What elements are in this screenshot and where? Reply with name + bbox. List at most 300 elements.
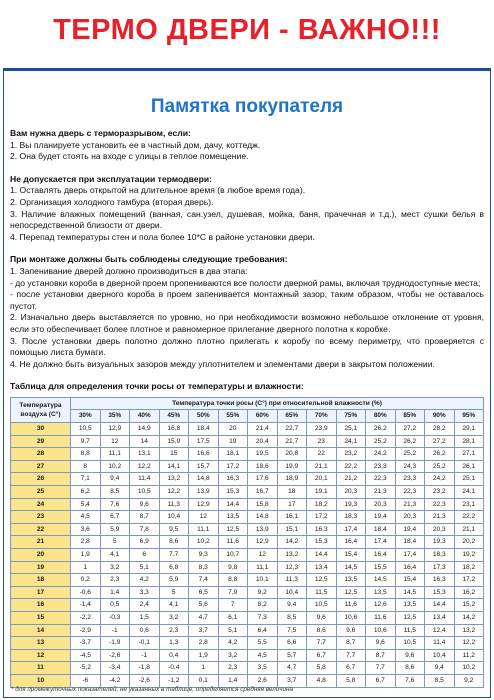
temperature-cell: 15 xyxy=(11,611,71,624)
dew-point-cell: 20 xyxy=(218,423,248,436)
dew-point-cell: 5,9 xyxy=(159,574,189,587)
dew-point-cell: 5,5 xyxy=(248,637,278,650)
top-banner xyxy=(0,0,494,68)
dew-point-cell: 4,1 xyxy=(159,599,189,612)
dew-point-cell: 13,9 xyxy=(189,486,219,499)
humidity-header-cell: 65% xyxy=(277,410,307,423)
humidity-header-cell: 30% xyxy=(71,410,101,423)
temperature-cell: 12 xyxy=(11,649,71,662)
dew-point-cell: 16,4 xyxy=(366,549,396,562)
dew-point-cell: -0,4 xyxy=(159,662,189,675)
table-title: Таблица для определения точки росы от температуры и влажности: xyxy=(10,381,304,392)
dew-point-cell: 9,4 xyxy=(100,473,130,486)
temperature-cell: 11 xyxy=(11,662,71,675)
section-line: 3. Наличие влажных помещений (ванная, сан.узел, душевая, мойка, баня, прачечная и т.д.), мест сушки белья в непосредственной близости от двери. xyxy=(10,208,484,231)
dew-point-cell: 16,4 xyxy=(336,536,366,549)
dew-point-cell: 15,8 xyxy=(248,498,278,511)
dew-point-cell: 12,4 xyxy=(425,624,455,637)
dew-point-cell: 9,4 xyxy=(425,662,455,675)
dew-point-cell: 15,7 xyxy=(189,460,219,473)
dew-point-cell: 2,3 xyxy=(159,624,189,637)
dew-point-cell: 20,3 xyxy=(395,511,425,524)
dew-point-cell: 4,7 xyxy=(277,662,307,675)
dew-point-cell: 16,3 xyxy=(218,473,248,486)
dew-point-cell: 6,4 xyxy=(248,624,278,637)
dew-point-cell: 14,9 xyxy=(130,423,160,436)
dew-point-cell: 18,4 xyxy=(395,536,425,549)
dew-point-cell: 22,2 xyxy=(336,460,366,473)
table-header-group: Температура точки росы (С°) при относительной влажности (%) xyxy=(71,397,484,410)
table-row xyxy=(11,486,484,499)
dew-point-cell: 9,7 xyxy=(71,435,101,448)
section-heading: Вам нужна дверь с терморазрывом, если: xyxy=(10,128,191,138)
dew-point-cell: 7,6 xyxy=(395,674,425,687)
dew-point-cell: 16,4 xyxy=(395,561,425,574)
section-requirements-use xyxy=(10,128,484,163)
dew-point-cell: 14,5 xyxy=(395,586,425,599)
dew-point-cell: 8,5 xyxy=(277,611,307,624)
dew-point-cell: 3,3 xyxy=(130,586,160,599)
dew-point-cell: 17,6 xyxy=(248,473,278,486)
dew-point-cell: 15,3 xyxy=(218,486,248,499)
dew-point-cell: 14,4 xyxy=(425,599,455,612)
dew-point-cell: 2,3 xyxy=(100,574,130,587)
dew-point-cell: 6,5 xyxy=(189,586,219,599)
humidity-header-cell: 40% xyxy=(130,410,160,423)
humidity-header-cell: 90% xyxy=(425,410,455,423)
dew-point-cell: 12 xyxy=(100,435,130,448)
temperature-cell: 24 xyxy=(11,498,71,511)
dew-point-cell: 4,2 xyxy=(130,574,160,587)
dew-point-cell: 7,1 xyxy=(71,473,101,486)
dew-point-cell: -0,3 xyxy=(100,611,130,624)
dew-point-cell: 12,9 xyxy=(189,498,219,511)
dew-point-cell: 7,5 xyxy=(277,624,307,637)
humidity-header-cell: 35% xyxy=(100,410,130,423)
dew-point-cell: 1,4 xyxy=(100,586,130,599)
dew-point-cell: 14,2 xyxy=(454,611,484,624)
dew-point-cell: 9,6 xyxy=(336,624,366,637)
dew-point-cell: 1 xyxy=(189,662,219,675)
dew-point-cell: 10,4 xyxy=(277,586,307,599)
dew-point-cell: 5,8 xyxy=(336,674,366,687)
dew-point-cell: 5,1 xyxy=(218,624,248,637)
dew-point-cell: 3,2 xyxy=(159,611,189,624)
dew-point-cell: 21,1 xyxy=(307,460,337,473)
dew-point-cell: 9,3 xyxy=(189,549,219,562)
dew-point-cell: 3,2 xyxy=(100,561,130,574)
dew-point-cell: 13,2 xyxy=(159,473,189,486)
dew-point-cell: 9,6 xyxy=(307,611,337,624)
table-row xyxy=(11,549,484,562)
humidity-header-cell: 75% xyxy=(336,410,366,423)
section-installation xyxy=(10,254,484,370)
dew-point-cell: 15,4 xyxy=(395,574,425,587)
dew-point-cell: 17,5 xyxy=(189,435,219,448)
dew-point-cell: 16,3 xyxy=(425,574,455,587)
dew-point-cell: 6 xyxy=(130,549,160,562)
dew-point-cell: 0,5 xyxy=(100,599,130,612)
dew-point-cell: 8,3 xyxy=(189,561,219,574)
dew-point-cell: 6,6 xyxy=(277,637,307,650)
dew-point-cell: 10,2 xyxy=(454,662,484,675)
dew-point-table xyxy=(10,397,484,688)
table-footnote: * для промежуточных показателей, не указанных в таблице, определяется средняя величина xyxy=(11,686,293,693)
dew-point-cell: 26,2 xyxy=(366,423,396,436)
dew-point-cell: 26,1 xyxy=(454,460,484,473)
dew-point-cell: 18,4 xyxy=(366,523,396,536)
dew-point-cell: 1,9 xyxy=(71,549,101,562)
dew-point-cell: 9,5 xyxy=(159,523,189,536)
dew-point-cell: 12,5 xyxy=(395,611,425,624)
dew-point-cell: 12,5 xyxy=(336,586,366,599)
dew-point-cell: 24,1 xyxy=(336,435,366,448)
dew-point-cell: 4,5 xyxy=(248,649,278,662)
table-row xyxy=(11,624,484,637)
dew-point-cell: 19,2 xyxy=(454,549,484,562)
dew-point-cell: 14,2 xyxy=(277,536,307,549)
dew-point-cell: 13,5 xyxy=(336,574,366,587)
dew-point-cell: 8,2 xyxy=(248,599,278,612)
dew-point-cell: 5 xyxy=(159,586,189,599)
table-row xyxy=(11,511,484,524)
dew-point-cell: 28,1 xyxy=(454,435,484,448)
dew-point-cell: 8,8 xyxy=(71,448,101,461)
dew-point-cell: 15 xyxy=(159,448,189,461)
dew-point-cell: 7,3 xyxy=(248,611,278,624)
humidity-header-cell: 55% xyxy=(218,410,248,423)
dew-point-cell: 5,6 xyxy=(189,599,219,612)
dew-point-cell: 5 xyxy=(100,536,130,549)
dew-point-cell: 2,4 xyxy=(130,599,160,612)
dew-point-cell: 6,1 xyxy=(218,611,248,624)
dew-point-cell: 6,7 xyxy=(100,511,130,524)
dew-point-cell: 10,6 xyxy=(336,611,366,624)
dew-point-cell: -5,2 xyxy=(71,662,101,675)
dew-point-cell: 8,7 xyxy=(336,637,366,650)
dew-point-cell: -3,7 xyxy=(71,637,101,650)
dew-point-cell: 25,1 xyxy=(336,423,366,436)
dew-point-cell: 17,2 xyxy=(218,460,248,473)
dew-point-cell: 10,5 xyxy=(130,486,160,499)
dew-point-cell: 7,6 xyxy=(100,498,130,511)
dew-point-cell: 16,1 xyxy=(277,511,307,524)
dew-point-cell: 20,3 xyxy=(336,486,366,499)
humidity-header-cell: 60% xyxy=(248,410,278,423)
section-line: 2. Она будет стоять на входе с улицы в теплое помещение. xyxy=(10,151,249,162)
dew-point-cell: -1 xyxy=(100,624,130,637)
dew-point-cell: 7,8 xyxy=(130,523,160,536)
dew-point-cell: 9,2 xyxy=(248,586,278,599)
dew-point-cell: 10,1 xyxy=(248,574,278,587)
temperature-cell: 13 xyxy=(11,637,71,650)
dew-point-cell: 19,9 xyxy=(277,460,307,473)
dew-point-cell: -2,6 xyxy=(130,674,160,687)
dew-point-cell: 16,2 xyxy=(454,586,484,599)
humidity-header-cell: 45% xyxy=(159,410,189,423)
dew-point-cell: 13,4 xyxy=(425,611,455,624)
dew-point-cell: 14,8 xyxy=(189,473,219,486)
dew-point-cell: 23,3 xyxy=(395,473,425,486)
section-heading: При монтаже должны быть соблюдены следующие требования: xyxy=(10,254,288,265)
humidity-header-row xyxy=(11,410,484,423)
table-row xyxy=(11,574,484,587)
dew-point-cell: 8,5 xyxy=(425,674,455,687)
dew-point-cell: 16,8 xyxy=(159,423,189,436)
dew-point-cell: 12,3 xyxy=(277,561,307,574)
dew-point-cell: 14 xyxy=(130,435,160,448)
dew-point-cell: 8,6 xyxy=(307,624,337,637)
temperature-cell: 29 xyxy=(11,435,71,448)
dew-point-cell: 19,3 xyxy=(425,536,455,549)
section-line: 1. Оставлять дверь открытой на длительное время (в любое время года). xyxy=(10,185,306,196)
dew-point-cell: 4,5 xyxy=(71,511,101,524)
dew-point-cell: 8,5 xyxy=(100,486,130,499)
table-row xyxy=(11,423,484,436)
dew-point-cell: 8,6 xyxy=(159,536,189,549)
dew-point-cell: 17,4 xyxy=(395,549,425,562)
dew-point-cell: 14,5 xyxy=(366,574,396,587)
dew-point-cell: 3,2 xyxy=(218,649,248,662)
dew-point-cell: 18,3 xyxy=(336,511,366,524)
dew-point-cell: 14,8 xyxy=(248,511,278,524)
temperature-cell: 22 xyxy=(11,523,71,536)
dew-point-cell: 8,7 xyxy=(366,649,396,662)
table-row xyxy=(11,649,484,662)
dew-point-cell: 5,8 xyxy=(307,662,337,675)
dew-point-cell: 23,3 xyxy=(366,460,396,473)
dew-point-cell: -4,2 xyxy=(100,674,130,687)
dew-point-cell: 23,1 xyxy=(454,498,484,511)
dew-point-cell: 25,1 xyxy=(454,473,484,486)
section-line: 4. Перепад температуры стен и пола более 10*С в районе установки двери. xyxy=(10,231,315,242)
dew-point-cell: 3,7 xyxy=(189,624,219,637)
dew-point-cell: 23 xyxy=(307,435,337,448)
dew-point-cell: -1 xyxy=(130,649,160,662)
dew-point-cell: 9,6 xyxy=(366,637,396,650)
dew-point-cell: 21,2 xyxy=(336,473,366,486)
table-row xyxy=(11,498,484,511)
dew-point-cell: 21,4 xyxy=(248,423,278,436)
dew-point-cell: 11,6 xyxy=(218,536,248,549)
dew-point-cell: 13,5 xyxy=(366,586,396,599)
table-row xyxy=(11,448,484,461)
dew-point-cell: 11,1 xyxy=(248,561,278,574)
dew-point-cell: 11,5 xyxy=(395,624,425,637)
dew-point-cell: 21,3 xyxy=(395,498,425,511)
section-line: 1. Запенивание дверей должно производиться в два этапа: xyxy=(10,265,248,276)
dew-point-cell: 9,6 xyxy=(130,498,160,511)
dew-point-cell: 19,1 xyxy=(307,486,337,499)
dew-point-cell: -0,6 xyxy=(71,586,101,599)
dew-point-cell: 12 xyxy=(248,549,278,562)
dew-point-cell: 2,6 xyxy=(248,674,278,687)
humidity-header-cell: 50% xyxy=(189,410,219,423)
dew-point-cell: 19,4 xyxy=(395,523,425,536)
dew-point-cell: 3,7 xyxy=(277,674,307,687)
dew-point-cell: 15,9 xyxy=(159,435,189,448)
table-row xyxy=(11,599,484,612)
dew-point-cell: -6 xyxy=(71,674,101,687)
dew-point-cell: 1 xyxy=(71,561,101,574)
section-line: 2. Изначально дверь выставляется по уровню, но при необходимости возможно небольшое отклонение от уровня, если это обеспечивает более плотное и равномерное прилегание дверного полотна к коробке. xyxy=(10,312,484,334)
dew-point-cell: 22,3 xyxy=(395,486,425,499)
dew-point-cell: 10,5 xyxy=(71,423,101,436)
dew-point-cell: 6,7 xyxy=(336,662,366,675)
section-prohibited xyxy=(10,174,484,244)
dew-point-cell: 11,2 xyxy=(454,649,484,662)
dew-point-cell: -1,9 xyxy=(100,637,130,650)
dew-point-cell: 20,1 xyxy=(307,473,337,486)
section-heading: Не допускается при эксплуатации термодвери: xyxy=(10,173,212,184)
section-line: - после установки дверного короба в проем запенивается монтажный зазор, таким образом, чтобы не оставалось пустот. xyxy=(10,289,484,311)
dew-point-cell: 23,9 xyxy=(307,423,337,436)
dew-point-cell: 7,7 xyxy=(336,649,366,662)
table-row xyxy=(11,611,484,624)
dew-point-cell: 5,1 xyxy=(130,561,160,574)
dew-point-cell: 23,2 xyxy=(425,486,455,499)
dew-point-cell: 24,3 xyxy=(395,460,425,473)
dew-point-cell: 7 xyxy=(218,599,248,612)
dew-point-cell: 7,7 xyxy=(307,637,337,650)
dew-point-cell: -1,8 xyxy=(130,662,160,675)
dew-point-cell: 6,2 xyxy=(71,486,101,499)
table-header-temperature: Температура воздуха (С°) xyxy=(11,397,71,422)
dew-point-cell: 20,2 xyxy=(454,536,484,549)
section-line: 2. Организация холодного тамбура (вторая дверь). xyxy=(10,196,214,207)
dew-point-cell: 5,4 xyxy=(71,498,101,511)
dew-point-cell: 12,6 xyxy=(366,599,396,612)
dew-point-cell: 7,7 xyxy=(366,662,396,675)
memo-content xyxy=(10,128,484,688)
dew-point-cell: 3,6 xyxy=(71,523,101,536)
dew-point-cell: 2,8 xyxy=(71,536,101,549)
dew-point-cell: 4,7 xyxy=(189,611,219,624)
dew-point-cell: 8,7 xyxy=(130,511,160,524)
dew-point-cell: 6,7 xyxy=(307,649,337,662)
dew-point-cell: 0,6 xyxy=(130,624,160,637)
dew-point-cell: -2,6 xyxy=(100,649,130,662)
dew-point-cell: 4,8 xyxy=(307,674,337,687)
dew-point-cell: 6,8 xyxy=(159,561,189,574)
dew-point-cell: 19 xyxy=(218,435,248,448)
dew-point-cell: 14,5 xyxy=(336,561,366,574)
dew-point-cell: 9,2 xyxy=(454,674,484,687)
dew-point-cell: 14,4 xyxy=(307,549,337,562)
dew-point-cell: 13,5 xyxy=(395,599,425,612)
dew-point-cell: 4,1 xyxy=(100,549,130,562)
dew-point-cell: 26,2 xyxy=(425,448,455,461)
dew-point-cell: 19,3 xyxy=(336,498,366,511)
dew-point-cell: 24,1 xyxy=(454,486,484,499)
dew-point-cell: 12,2 xyxy=(130,460,160,473)
table-row xyxy=(11,586,484,599)
dew-point-cell: -3,4 xyxy=(100,662,130,675)
dew-point-cell: 29,1 xyxy=(454,423,484,436)
section-line: 4. Не должно быть визуальных зазоров между уплотнителем и элементами двери в закрытом положении. xyxy=(10,358,435,369)
dew-point-cell: 25,2 xyxy=(395,448,425,461)
dew-point-cell: 13,2 xyxy=(454,624,484,637)
dew-point-cell: 16,3 xyxy=(307,523,337,536)
dew-point-cell: 4,2 xyxy=(218,637,248,650)
humidity-header-cell: 85% xyxy=(395,410,425,423)
temperature-cell: 20 xyxy=(11,549,71,562)
temperature-cell: 28 xyxy=(11,448,71,461)
dew-point-cell: 15,3 xyxy=(425,586,455,599)
dew-point-cell: 20,3 xyxy=(366,498,396,511)
dew-point-cell: 9,6 xyxy=(395,649,425,662)
dew-point-cell: 11,6 xyxy=(366,611,396,624)
dew-point-cell: 15,5 xyxy=(366,561,396,574)
dew-point-cell: 22,3 xyxy=(366,473,396,486)
dew-point-cell: 1,5 xyxy=(130,611,160,624)
dew-point-cell: 17,3 xyxy=(425,561,455,574)
banner-title: ТЕРМО ДВЕРИ - ВАЖНО!!! xyxy=(53,14,441,46)
dew-point-cell: 13,5 xyxy=(218,511,248,524)
dew-point-cell: 18,2 xyxy=(307,498,337,511)
dew-point-cell: 22,3 xyxy=(425,498,455,511)
dew-point-cell: 21,3 xyxy=(366,486,396,499)
humidity-header-cell: 70% xyxy=(307,410,337,423)
dew-point-cell: 6,9 xyxy=(130,536,160,549)
dew-point-cell: 15,2 xyxy=(454,599,484,612)
table-row xyxy=(11,460,484,473)
section-line: 1. Вы планируете установить ее в частный дом, дачу, коттедж. xyxy=(10,139,261,150)
dew-point-cell: 13,1 xyxy=(130,448,160,461)
dew-point-cell: -2,2 xyxy=(71,611,101,624)
dew-point-cell: 22,7 xyxy=(277,423,307,436)
dew-point-cell: 10,4 xyxy=(159,511,189,524)
dew-point-cell: 12,2 xyxy=(159,486,189,499)
dew-point-cell: 24,2 xyxy=(425,473,455,486)
temperature-cell: 23 xyxy=(11,511,71,524)
dew-point-cell: 12,9 xyxy=(248,536,278,549)
dew-point-cell: 27,1 xyxy=(454,448,484,461)
dew-point-cell: 8 xyxy=(71,460,101,473)
dew-point-cell: 1,3 xyxy=(159,637,189,650)
humidity-header-cell: 80% xyxy=(366,410,396,423)
dew-point-cell: 9,4 xyxy=(277,599,307,612)
dew-point-cell: 20,8 xyxy=(277,448,307,461)
dew-point-cell: 8,8 xyxy=(218,574,248,587)
dew-point-cell: -4,5 xyxy=(71,649,101,662)
temperature-cell: 21 xyxy=(11,536,71,549)
table-row xyxy=(11,523,484,536)
dew-point-cell: 11,1 xyxy=(100,448,130,461)
table-row xyxy=(11,662,484,675)
dew-point-cell: 18,6 xyxy=(248,460,278,473)
dew-point-cell: 17,2 xyxy=(454,574,484,587)
dew-point-cell: 1,4 xyxy=(218,674,248,687)
dew-point-cell: 17,4 xyxy=(366,536,396,549)
temperature-cell: 10 xyxy=(11,674,71,687)
temperature-cell: 14 xyxy=(11,624,71,637)
temperature-cell: 26 xyxy=(11,473,71,486)
section-line: - до установки короба в дверной проем пропениваются все полости дверной рамы, включая труднодоступные места; xyxy=(10,277,481,288)
table-row xyxy=(11,435,484,448)
dew-point-cell: 11,3 xyxy=(159,498,189,511)
dew-point-cell: 2,3 xyxy=(218,662,248,675)
dew-point-cell: 2,8 xyxy=(189,637,219,650)
dew-point-cell: 28,2 xyxy=(425,423,455,436)
dew-point-cell: 10,2 xyxy=(189,536,219,549)
dew-point-cell: 10,5 xyxy=(395,637,425,650)
temperature-cell: 27 xyxy=(11,460,71,473)
dew-point-cell: -1,2 xyxy=(159,674,189,687)
dew-point-cell: 7,7 xyxy=(159,549,189,562)
dew-point-cell: 0,4 xyxy=(159,649,189,662)
dew-point-cell: 10,5 xyxy=(307,599,337,612)
